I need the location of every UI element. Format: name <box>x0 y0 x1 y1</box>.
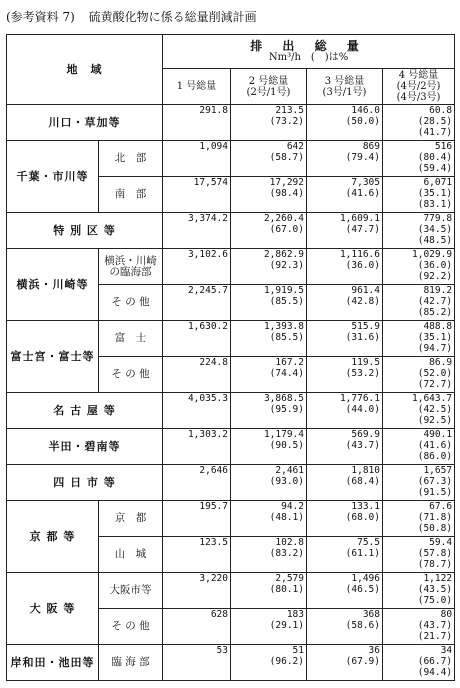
value-col-1: 1,303.2 <box>163 429 231 465</box>
value-col-4: 59.4 (57.8) (78.7) <box>383 537 455 573</box>
value-col-3: 368 (58.6) <box>307 609 383 645</box>
subregion-cell: 北 部 <box>99 141 163 177</box>
value-col-4: 1,643.7 (42.5) (92.5) <box>383 393 455 429</box>
value-col-4: 779.8 (34.5) (48.5) <box>383 213 455 249</box>
header-unit: Nm³/h ( )は% <box>268 51 349 63</box>
value-col-1: 3,220 <box>163 573 231 609</box>
table-row <box>7 465 455 501</box>
subregion-cell: 京 都 <box>99 501 163 537</box>
subregion-cell: そ の 他 <box>99 609 163 645</box>
value-col-1: 17,574 <box>163 177 231 213</box>
region-cell: 半田・碧南等 <box>7 429 163 465</box>
value-col-1: 291.8 <box>163 105 231 141</box>
value-col-2: 17,292 (98.4) <box>231 177 307 213</box>
value-col-1: 2,646 <box>163 465 231 501</box>
value-col-1: 224.8 <box>163 357 231 393</box>
value-col-3: 119.5 (53.2) <box>307 357 383 393</box>
value-col-3: 1,609.1 (47.7) <box>307 213 383 249</box>
value-col-1: 3,102.6 <box>163 249 231 285</box>
value-col-2: 642 (58.7) <box>231 141 307 177</box>
region-cell: 横浜・川崎等 <box>7 249 99 321</box>
value-col-2: 183 (29.1) <box>231 609 307 645</box>
value-col-2: 167.2 (74.4) <box>231 357 307 393</box>
value-col-3: 133.1 (68.0) <box>307 501 383 537</box>
subregion-cell: 臨 海 部 <box>99 645 163 681</box>
table-row <box>7 393 455 429</box>
subregion-cell: そ の 他 <box>99 357 163 393</box>
value-col-2: 1,179.4 (90.5) <box>231 429 307 465</box>
value-col-3: 75.5 (61.1) <box>307 537 383 573</box>
value-col-4: 34 (66.7) (94.4) <box>383 645 455 681</box>
value-col-4: 490.1 (41.6) (86.0) <box>383 429 455 465</box>
value-col-4: 819.2 (42.7) (85.2) <box>383 285 455 321</box>
value-col-2: 2,260.4 (67.0) <box>231 213 307 249</box>
region-cell: 特 別 区 等 <box>7 213 163 249</box>
table-row <box>7 249 455 285</box>
value-col-2: 94.2 (48.1) <box>231 501 307 537</box>
value-col-1: 53 <box>163 645 231 681</box>
value-col-4: 6,071 (35.1) (83.1) <box>383 177 455 213</box>
value-col-4: 516 (80.4) (59.4) <box>383 141 455 177</box>
region-cell: 大 阪 等 <box>7 573 99 645</box>
value-col-4: 488.8 (35.1) (94.7) <box>383 321 455 357</box>
value-col-1: 3,374.2 <box>163 213 231 249</box>
region-cell: 岸和田・池田等 <box>7 645 99 681</box>
subregion-cell: 南 部 <box>99 177 163 213</box>
header-region: 地 域 <box>7 35 163 105</box>
subregion-cell: そ の 他 <box>99 285 163 321</box>
header-emission-title: 排 出 総 量 <box>250 38 367 53</box>
value-col-2: 2,579 (80.1) <box>231 573 307 609</box>
subregion-cell: 富 士 <box>99 321 163 357</box>
table-row <box>7 429 455 465</box>
value-col-3: 36 (67.9) <box>307 645 383 681</box>
value-col-1: 195.7 <box>163 501 231 537</box>
value-col-1: 628 <box>163 609 231 645</box>
header-col-1: 1 号総量 <box>163 69 231 105</box>
table-row <box>7 213 455 249</box>
region-cell: 四 日 市 等 <box>7 465 163 501</box>
value-col-1: 4,035.3 <box>163 393 231 429</box>
value-col-3: 1,116.6 (36.0) <box>307 249 383 285</box>
value-col-3: 569.9 (43.7) <box>307 429 383 465</box>
value-col-4: 1,657 (67.3) (91.5) <box>383 465 455 501</box>
table-row <box>7 573 455 609</box>
value-col-4: 80 (43.7) (21.7) <box>383 609 455 645</box>
value-col-1: 123.5 <box>163 537 231 573</box>
value-col-2: 213.5 (73.2) <box>231 105 307 141</box>
region-cell: 京 都 等 <box>7 501 99 573</box>
value-col-3: 146.0 (50.0) <box>307 105 383 141</box>
header-emission <box>163 35 455 69</box>
value-col-4: 1,122 (43.5) (75.0) <box>383 573 455 609</box>
table-row <box>7 501 455 537</box>
value-col-4: 1,029.9 (36.0) (92.2) <box>383 249 455 285</box>
value-col-2: 1,393.8 (85.5) <box>231 321 307 357</box>
region-cell: 名 古 屋 等 <box>7 393 163 429</box>
document-title <box>6 8 257 25</box>
table-row <box>7 141 455 177</box>
value-col-3: 869 (79.4) <box>307 141 383 177</box>
value-col-3: 515.9 (31.6) <box>307 321 383 357</box>
subregion-cell: 横浜・川崎の臨海部 <box>99 249 163 285</box>
value-col-3: 1,810 (68.4) <box>307 465 383 501</box>
subregion-cell: 山 城 <box>99 537 163 573</box>
reference-number: (参考資料 7) <box>6 10 75 24</box>
value-col-1: 1,094 <box>163 141 231 177</box>
value-col-2: 2,461 (93.0) <box>231 465 307 501</box>
value-col-2: 3,868.5 (95.9) <box>231 393 307 429</box>
table-row <box>7 645 455 681</box>
value-col-2: 102.8 (83.2) <box>231 537 307 573</box>
value-col-2: 51 (96.2) <box>231 645 307 681</box>
header-col-4: 4 号総量 (4号/2号) (4号/3号) <box>383 69 455 105</box>
header-col-2: 2 号総量 (2号/1号) <box>231 69 307 105</box>
subregion-cell: 大阪市等 <box>99 573 163 609</box>
value-col-1: 1,630.2 <box>163 321 231 357</box>
value-col-3: 961.4 (42.8) <box>307 285 383 321</box>
value-col-3: 1,496 (46.5) <box>307 573 383 609</box>
value-col-3: 1,776.1 (44.0) <box>307 393 383 429</box>
region-cell: 川口・草加等 <box>7 105 163 141</box>
emission-table <box>6 34 455 681</box>
header-col-3: 3 号総量 (3号/1号) <box>307 69 383 105</box>
table-row <box>7 105 455 141</box>
value-col-3: 7,305 (41.6) <box>307 177 383 213</box>
value-col-2: 1,919.5 (85.5) <box>231 285 307 321</box>
table-row <box>7 321 455 357</box>
region-cell: 富士宮・富士等 <box>7 321 99 393</box>
region-cell: 千葉・市川等 <box>7 141 99 213</box>
value-col-2: 2,862.9 (92.3) <box>231 249 307 285</box>
title-text: 硫黄酸化物に係る総量削減計画 <box>88 10 257 24</box>
value-col-4: 86.9 (52.0) (72.7) <box>383 357 455 393</box>
value-col-4: 67.6 (71.8) (50.8) <box>383 501 455 537</box>
value-col-1: 2,245.7 <box>163 285 231 321</box>
value-col-4: 60.8 (28.5) (41.7) <box>383 105 455 141</box>
